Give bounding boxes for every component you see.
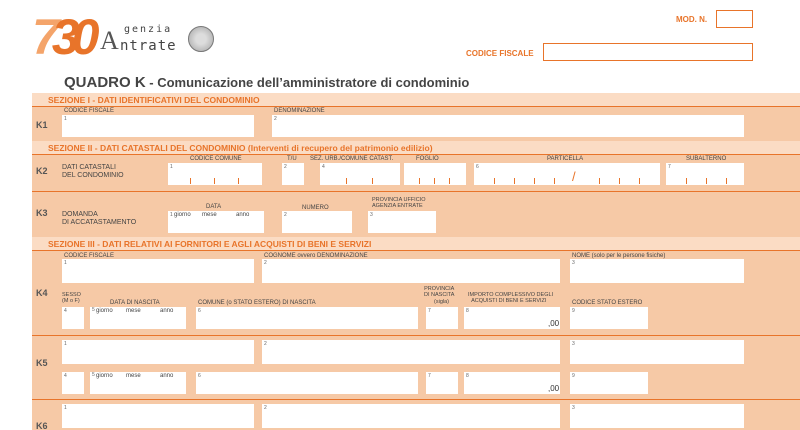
k2-tu-field[interactable]: 2	[282, 163, 304, 185]
k4-provincia-field[interactable]: 7	[426, 307, 458, 329]
k5-comune-field[interactable]: 6	[196, 372, 418, 394]
k2-subalterno-field[interactable]: 7	[666, 163, 744, 185]
k2-foglio-label: FOGLIO	[416, 156, 439, 162]
row-label-k5: K5	[36, 358, 48, 368]
k4-importo-label: IMPORTO COMPLESSIVO DEGLI ACQUISTI DI BENI E SERVIZI	[468, 292, 554, 305]
k2-foglio-field[interactable]	[404, 163, 466, 185]
mod-label: MOD. N.	[676, 15, 708, 24]
k2-sez-urb-field[interactable]: 4	[320, 163, 400, 185]
k4-nome-label: NOME (solo per le persone fisiche)	[572, 253, 666, 259]
k4-cognome-label: COGNOME ovvero DENOMINAZIONE	[264, 253, 368, 259]
k1-denominazione-label: DENOMINAZIONE	[274, 108, 325, 114]
row-label-k1: K1	[36, 120, 48, 130]
k4-comune-label: COMUNE (o STATO ESTERO) DI NASCITA	[198, 300, 316, 306]
agenzia-entrate-logo: A genzia ntrate	[100, 20, 200, 60]
k4-provincia-label: PROVINCIA DI NASCITA (sigla)	[424, 286, 455, 305]
divider-k5-k6	[32, 399, 800, 400]
k3-provincia-field[interactable]: 3	[368, 211, 436, 233]
page-title: QUADRO K - Comunicazione dell’amministratore di condominio	[64, 74, 470, 91]
k4-nome-field[interactable]: 3	[570, 259, 744, 283]
k3-domanda-label: DOMANDA DI ACCATASTAMENTO	[62, 211, 137, 227]
republic-emblem-icon	[188, 26, 214, 52]
mod-number-field[interactable]	[716, 10, 753, 28]
section-1-title: SEZIONE I - DATI IDENTIFICATIVI DEL CONDOMINIO	[48, 95, 260, 105]
k4-importo-field[interactable]: 8 ,00	[466, 308, 560, 328]
k1-denominazione-field[interactable]: 2	[272, 115, 744, 137]
codice-fiscale-header-field[interactable]	[543, 43, 753, 61]
k5-importo-field[interactable]: 8 ,00	[466, 373, 560, 393]
k2-codice-comune-label: CODICE COMUNE	[190, 156, 242, 162]
k2-particella-label: PARTICELLA	[547, 156, 584, 162]
k2-particella-field[interactable]: 6 /	[474, 163, 660, 185]
k2-subalterno-label: SUBALTERNO	[686, 156, 727, 162]
k6-cognome-field[interactable]: 2	[262, 404, 560, 428]
k4-comune-field[interactable]: 6	[196, 307, 418, 329]
k5-cognome-field[interactable]: 2	[262, 340, 560, 364]
k4-data-nascita-label: DATA DI NASCITA	[110, 300, 160, 306]
k5-codice-stato-field[interactable]: 9	[570, 372, 648, 394]
k5-codice-fiscale-field[interactable]: 1	[62, 340, 254, 364]
k1-codice-fiscale-label: CODICE FISCALE	[64, 108, 115, 114]
k5-sesso-field[interactable]: 4	[62, 372, 84, 394]
k2-tu-label: T/U	[287, 156, 297, 162]
k1-codice-fiscale-field[interactable]: 1	[62, 115, 254, 137]
k3-provincia-label: PROVINCIA UFFICIO AGENZIA ENTRATE	[372, 197, 426, 210]
k6-nome-field[interactable]: 3	[570, 404, 744, 428]
k4-cognome-field[interactable]: 2	[262, 259, 560, 283]
k2-sez-urb-label: SEZ. URB./COMUNE CATAST.	[310, 156, 394, 162]
k2-dati-catastali-label: DATI CATASTALI DEL CONDOMINIO	[62, 164, 124, 180]
section-3-title: SEZIONE III - DATI RELATIVI AI FORNITORI E AGLI ACQUISTI DI BENI E SERVIZI	[48, 239, 372, 249]
k5-provincia-field[interactable]: 7	[426, 372, 458, 394]
k3-data-field[interactable]: 1 giorno mese anno	[168, 211, 264, 233]
k5-nome-field[interactable]: 3	[570, 340, 744, 364]
k3-numero-field[interactable]: 2	[282, 211, 352, 233]
k3-data-label: DATA	[206, 204, 222, 210]
divider-k2-k3	[32, 191, 800, 192]
divider-k4-k5	[32, 335, 800, 336]
k4-sesso-label: SESSO (M o F)	[62, 292, 81, 305]
row-label-k4: K4	[36, 288, 48, 298]
k4-codice-stato-field[interactable]: 9	[570, 307, 648, 329]
k4-sesso-field[interactable]: 4	[62, 307, 84, 329]
logo-730: 730	[32, 9, 92, 65]
section-2-title: SEZIONE II - DATI CATASTALI DEL CONDOMINIO (Interventi di recupero del patrimonio edilizio)	[48, 143, 433, 153]
k4-data-nascita-field[interactable]: 5 giorno mese anno	[90, 307, 186, 329]
row-label-k2: K2	[36, 166, 48, 176]
row-label-k3: K3	[36, 208, 48, 218]
k2-codice-comune-field[interactable]: 1	[168, 163, 262, 185]
k5-data-nascita-field[interactable]: 5 giorno mese anno	[90, 372, 186, 394]
k4-codice-fiscale-label: CODICE FISCALE	[64, 253, 115, 259]
k4-codice-stato-label: CODICE STATO ESTERO	[572, 300, 643, 306]
row-label-k6: K6	[36, 421, 48, 430]
k6-codice-fiscale-field[interactable]: 1	[62, 404, 254, 428]
k3-numero-label: NUMERO	[302, 205, 329, 211]
k4-codice-fiscale-field[interactable]: 1	[62, 259, 254, 283]
codice-fiscale-label: CODICE FISCALE	[466, 49, 534, 58]
